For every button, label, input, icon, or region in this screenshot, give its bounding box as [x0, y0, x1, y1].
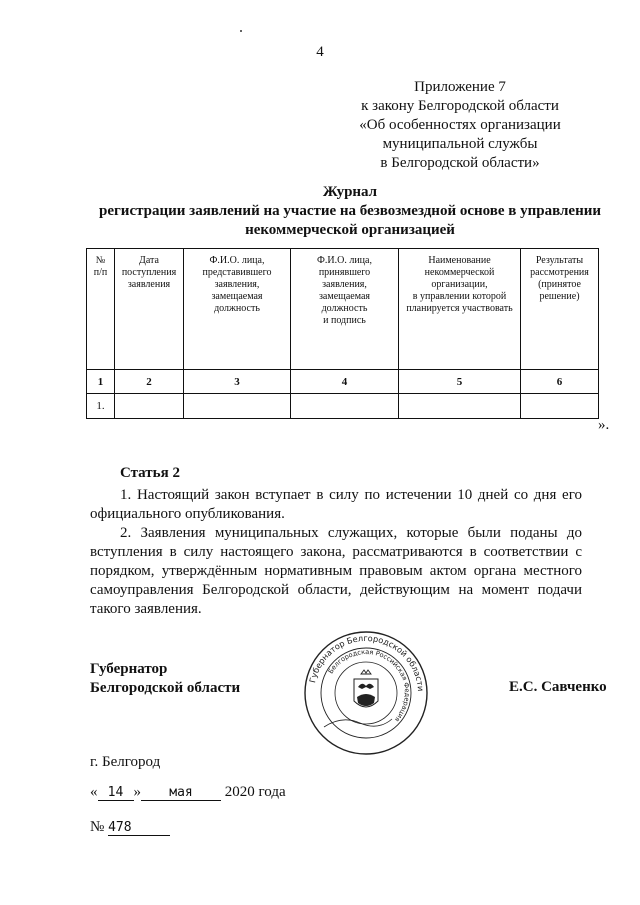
table-cell — [115, 394, 184, 419]
law-number — [90, 819, 170, 836]
signing-date — [90, 784, 286, 801]
appendix-line: в Белгородской области» — [380, 155, 540, 171]
appendix-line: муниципальной службы — [382, 136, 538, 152]
coat-of-arms-icon — [354, 670, 378, 707]
header-cell-number: № п/п — [87, 249, 115, 370]
appendix-line: к закону Белгородской области — [361, 98, 559, 114]
table-header-row — [87, 249, 599, 370]
table-cell — [399, 394, 521, 419]
signatory-name: Е.С. Савченко — [509, 679, 607, 695]
signatory-title — [90, 660, 240, 698]
closing-quote: ». — [598, 417, 610, 433]
date-year: 2020 года — [224, 784, 286, 800]
column-number: 4 — [291, 370, 399, 394]
date-month: мая — [141, 785, 221, 801]
official-seal — [302, 629, 430, 757]
table-cell — [521, 394, 599, 419]
number-prefix: № — [90, 819, 105, 835]
header-cell-organization: Наименование некоммерческой организации, в управлении которой планируется участвовать — [399, 249, 521, 370]
scan-speck — [240, 30, 242, 32]
journal-title: Журнал — [322, 184, 378, 200]
appendix-header — [340, 78, 580, 173]
header-cell-receiver: Ф.И.О. лица, принявшего заявления, замещаемая должность и подпись — [291, 249, 399, 370]
table-cell — [291, 394, 399, 419]
column-number: 2 — [115, 370, 184, 394]
table-row — [87, 394, 599, 419]
header-cell-result: Результаты рассмотрения (принятое решение) — [521, 249, 599, 370]
table-cell — [184, 394, 291, 419]
date-open-quote: « — [90, 784, 98, 800]
date-close-quote: » — [133, 784, 141, 800]
seal-core-ring — [335, 662, 397, 724]
seal-outer-text: Губернатор Белгородской области — [307, 632, 427, 692]
registration-table — [86, 248, 599, 419]
signatory-title-line: Белгородской области — [90, 680, 241, 696]
article-title: Статья 2 — [120, 465, 180, 481]
column-number: 3 — [184, 370, 291, 394]
journal-subtitle-line: некоммерческой организацией — [245, 222, 455, 238]
column-number-row — [87, 370, 599, 394]
table-cell: 1. — [87, 394, 115, 419]
header-cell-date: Дата поступления заявления — [115, 249, 184, 370]
header-cell-submitter: Ф.И.О. лица, представившего заявления, замещаемая должность — [184, 249, 291, 370]
column-number: 1 — [87, 370, 115, 394]
city: г. Белгород — [90, 754, 161, 770]
page-number: 4 — [316, 44, 324, 60]
appendix-line: Приложение 7 — [414, 79, 506, 95]
article-paragraph-1: 1. Настоящий закон вступает в силу по истечении 10 дней со дня его официального опубликования. — [90, 487, 582, 522]
column-number: 5 — [399, 370, 521, 394]
seal-inner-text: Белгородская Российская Федерация — [326, 647, 412, 724]
appendix-line: «Об особенностях организации — [359, 117, 561, 133]
article-paragraph-2: 2. Заявления муниципальных служащих, которые были поданы до вступления в силу настоящего закона, рассматриваются в соответствии с порядком, утверждённым нормативным правовым актом органа местного самоуправления Белгородской области, действующим на момент подачи такого заявления. — [90, 525, 582, 617]
date-day: 14 — [98, 785, 134, 801]
journal-subtitle-line: регистрации заявлений на участие на безвозмездной основе в управлении — [98, 203, 602, 219]
journal-heading — [60, 183, 640, 240]
number-value: 478 — [108, 820, 170, 836]
column-number: 6 — [521, 370, 599, 394]
signatory-title-line: Губернатор — [90, 661, 168, 677]
